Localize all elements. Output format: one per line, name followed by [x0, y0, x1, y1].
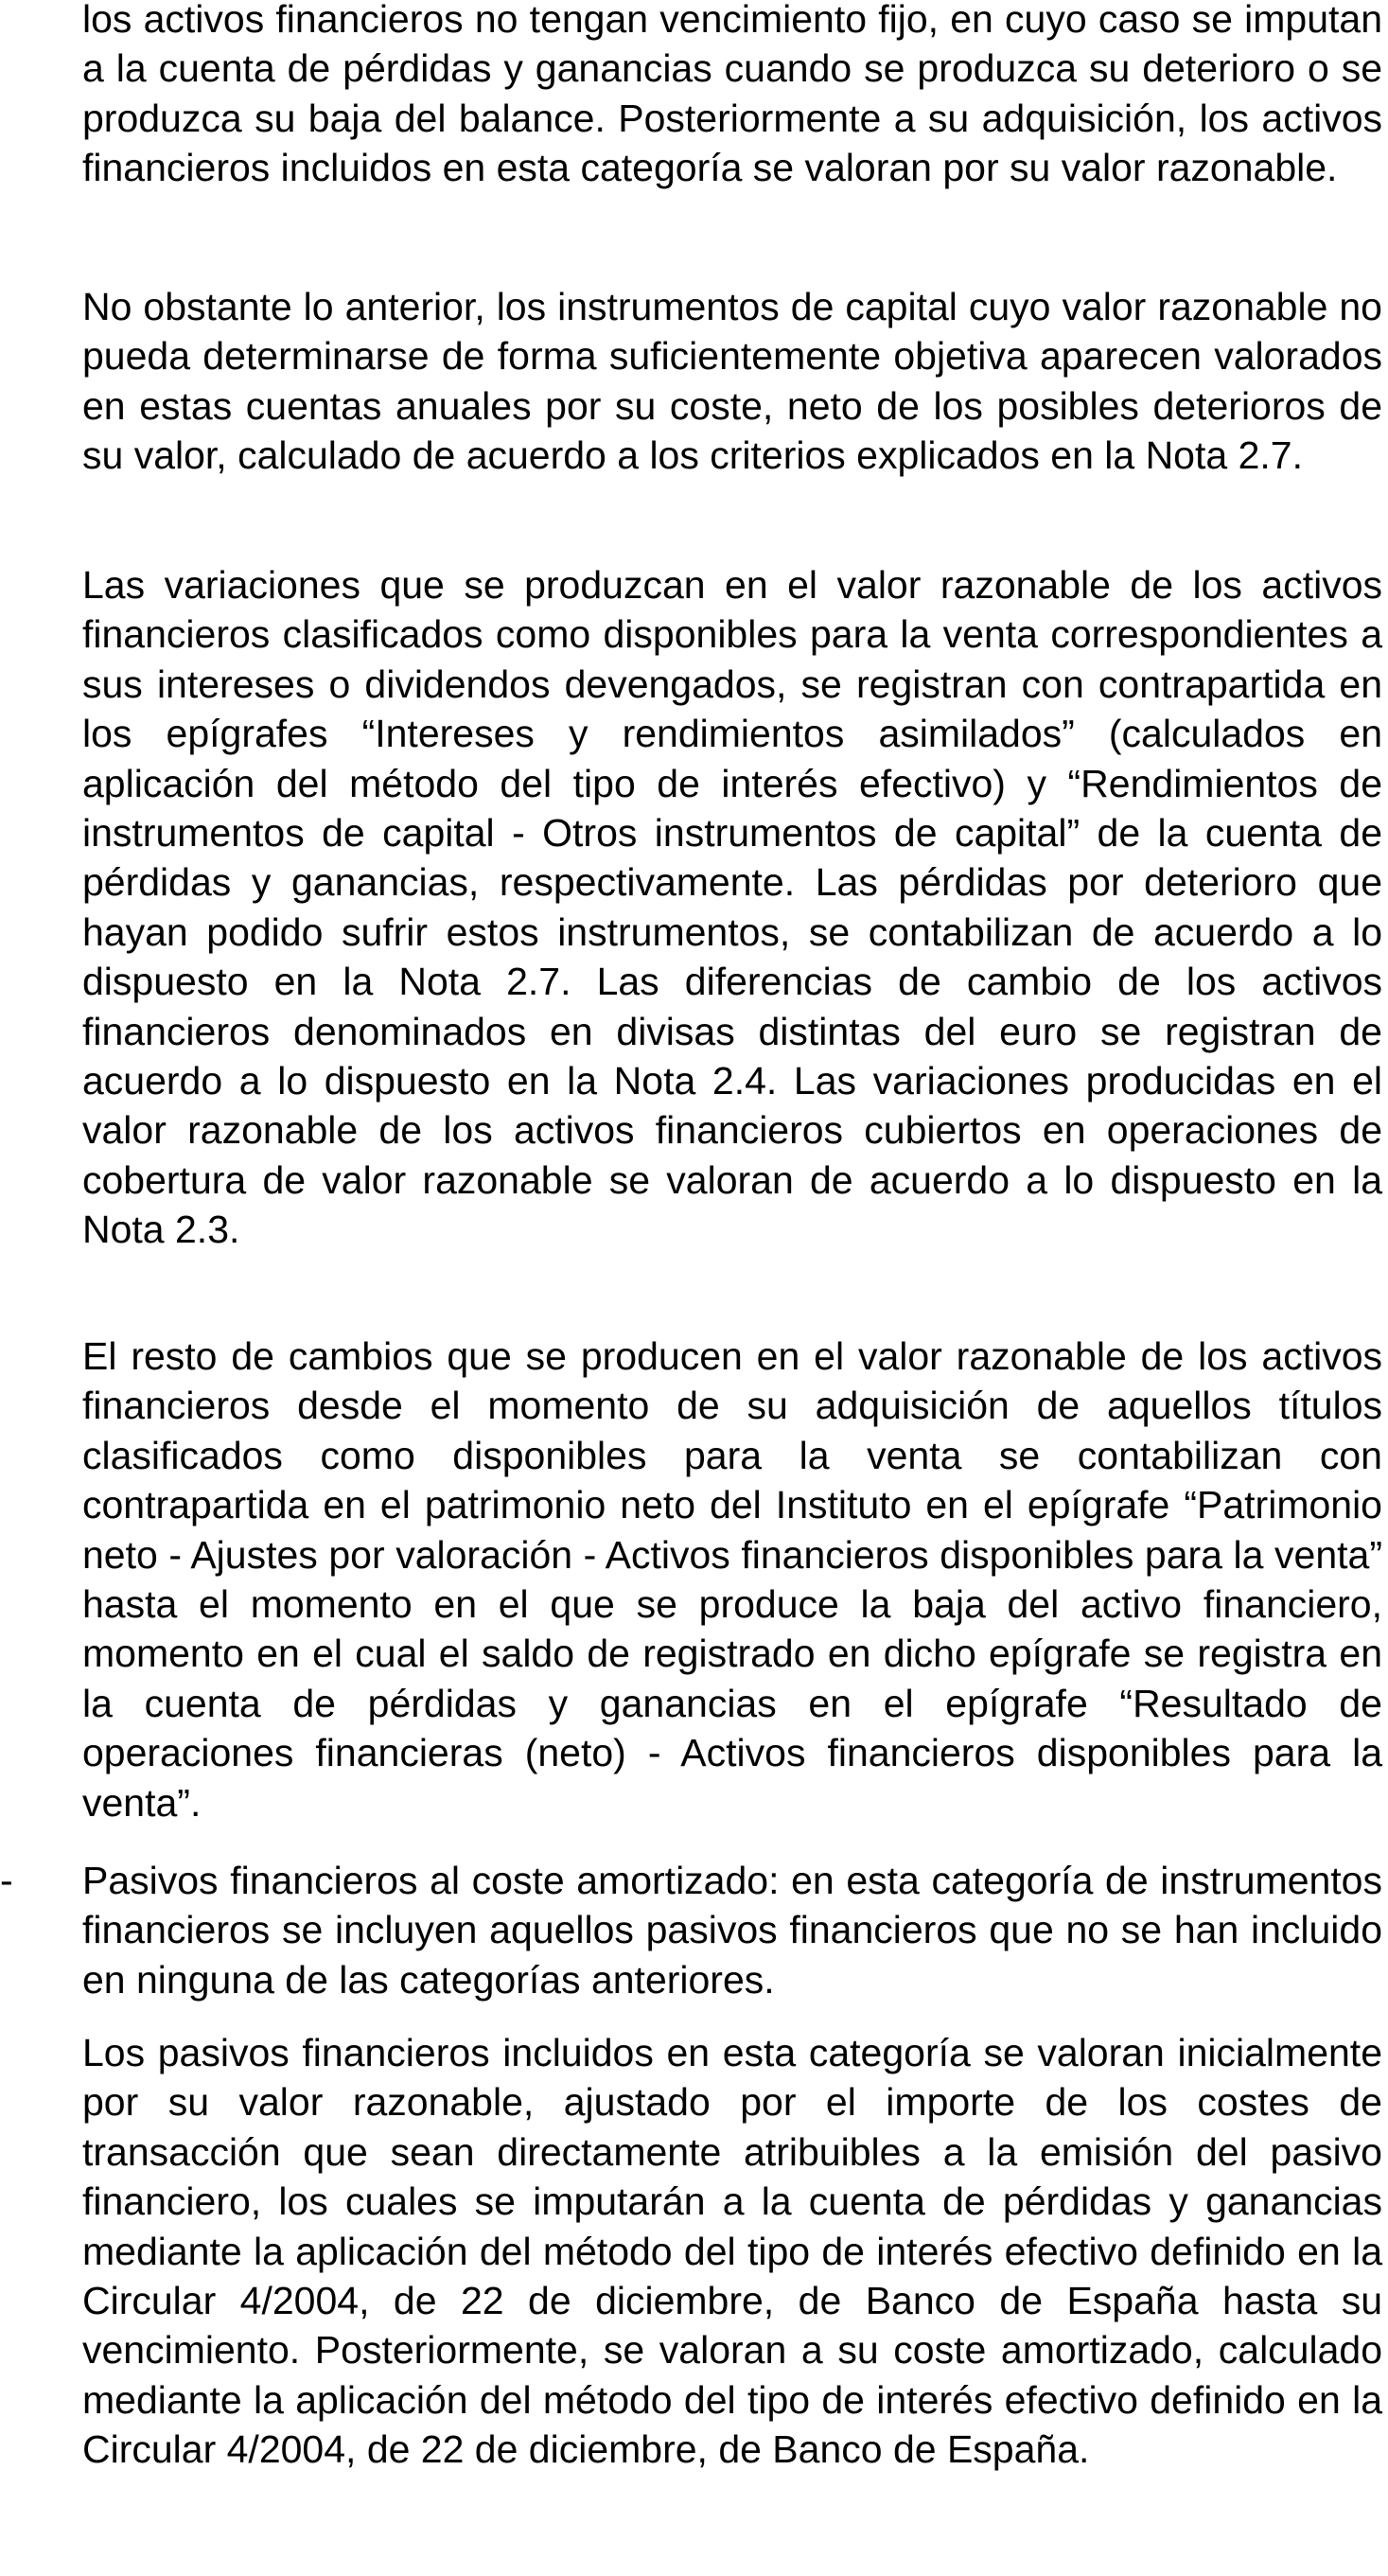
- paragraph-3: Las variaciones que se produzcan en el valor razonable de los activos financieros clasificados como disponibles para la venta correspondientes a sus intereses o dividendos devengados, se registran con contrapartida en los epígrafes “Intereses y rendimientos asimilados” (calculados en aplicación del método del tipo de interés efectivo) y “Rendimientos de instrumentos de capital - Otros instrumentos de capital” de la cuenta de pérdidas y ganancias, respectivamente. Las pérdidas por deterioro que hayan podido sufrir estos instrumentos, se contabilizan de acuerdo a lo dispuesto en la Nota 2.7. Las diferencias de cambio de los activos financieros denominados en divisas distintas del euro se registran de acuerdo a lo dispuesto en la Nota 2.4. Las variaciones producidas en el valor razonable de los activos financieros cubiertos en operaciones de cobertura de valor razonable se valoran de acuerdo a lo dispuesto en la Nota 2.3.: [82, 563, 1382, 1252]
- list-bullet: -: [0, 1859, 13, 1902]
- paragraph-2: No obstante lo anterior, los instrumentos de capital cuyo valor razonable no pueda determinarse de forma suficientemente objetiva aparecen valorados en estas cuentas anuales por su coste, neto de los posibles deterioros de su valor, calculado de acuerdo a los criterios explicados en la Nota 2.7.: [82, 285, 1382, 478]
- paragraph-4: El resto de cambios que se producen en el valor razonable de los activos financieros desde el momento de su adquisición de aquellos títulos clasificados como disponibles para la venta se contabilizan con contrapartida en el patrimonio neto del Instituto en el epígrafe “Patrimonio neto - Ajustes por valoración - Activos financieros disponibles para la venta” hasta el momento en el que se produce la baja del activo financiero, momento en el cual el saldo de registrado en dicho epígrafe se registra en la cuenta de pérdidas y ganancias en el epígrafe “Resultado de operaciones financieras (neto) - Activos financieros disponibles para la venta”.: [82, 1334, 1382, 1825]
- paragraph-1: los activos financieros no tengan vencimiento fijo, en cuyo caso se imputan a la cuenta de pérdidas y ganancias cuando se produzca su deterioro o se produzca su baja del balance. Posteriormente a su adquisición, los activos financieros incluidos en esta categoría se valoran por su valor razonable.: [82, 0, 1382, 190]
- paragraph-5: Los pasivos financieros incluidos en esta categoría se valoran inicialmente por su valor razonable, ajustado por el importe de los costes de transacción que sean directamente atribuibles a la emisión del pasivo financiero, los cuales se imputarán a la cuenta de pérdidas y ganancias mediante la aplicación del método del tipo de interés efectivo definido en la Circular 4/2004, de 22 de diciembre, de Banco de España hasta su vencimiento. Posteriormente, se valoran a su coste amortizado, calculado mediante la aplicación del método del tipo de interés efectivo definido en la Circular 4/2004, de 22 de diciembre, de Banco de España.: [82, 2031, 1382, 2472]
- list-item-pasivos: Pasivos financieros al coste amortizado: en esta categoría de instrumentos financieros se incluyen aquellos pasivos financieros que no se han incluido en ninguna de las categorías anteriores.: [82, 1859, 1382, 2002]
